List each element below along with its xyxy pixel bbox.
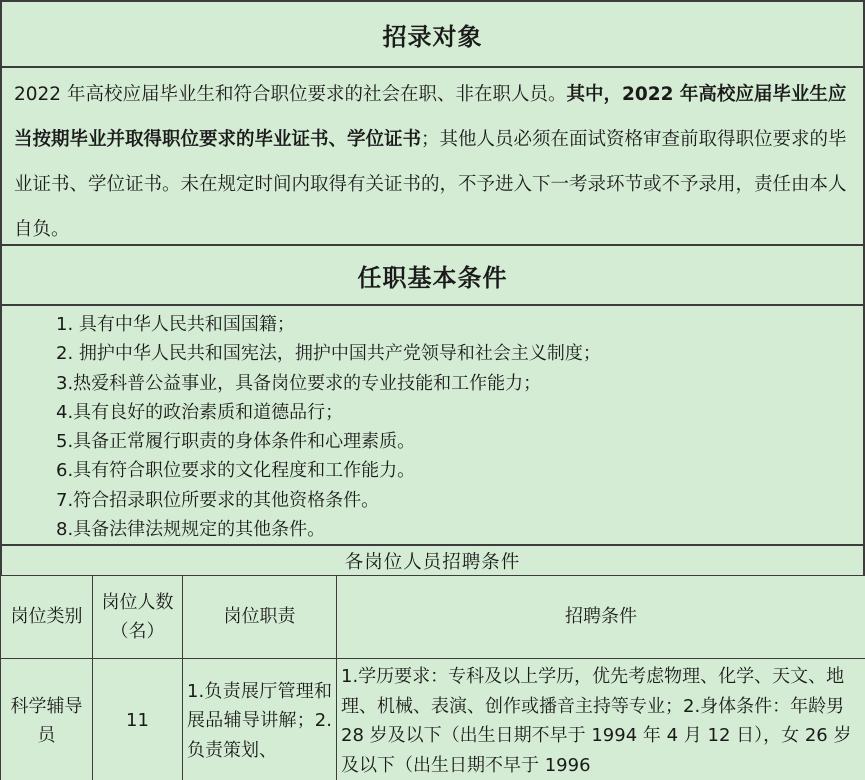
cell-count: 11 — [93, 659, 183, 780]
heading-text: 任职基本条件 — [357, 263, 508, 292]
table-header-row — [1, 576, 865, 659]
header-cell-category: 岗位类别 — [1, 576, 93, 659]
condition-item: 3.热爱科普公益事业，具备岗位要求的专业技能和工作能力； — [56, 372, 542, 394]
heading-text: 招录对象 — [382, 22, 483, 51]
condition-item: 7.符合招录职位所要求的其他资格条件。 — [56, 489, 380, 511]
condition-item: 4.具有良好的政治素质和道德品行； — [56, 401, 344, 423]
basic-conditions-list — [0, 304, 865, 546]
condition-item: 6.具有符合职位要求的文化程度和工作能力。 — [56, 460, 416, 482]
condition-item: 5.具备正常履行职责的身体条件和心理素质。 — [56, 431, 416, 453]
paragraph-bold-text: 其中，2022 年高校应届毕业生应当按期毕业并取得职位要求的毕业证书、学位证书 — [14, 84, 847, 150]
condition-item: 2. 拥护中华人民共和国宪法，拥护中国共产党领导和社会主义制度； — [56, 343, 601, 365]
subheading-text: 各岗位人员招聘条件 — [344, 551, 521, 573]
header-cell-count: 岗位人数（名） — [93, 576, 183, 659]
cell-requirements: 1.学历要求：专科及以上学历，优先考虑物理、化学、天文、地理、机械、表演、创作或播音主持等专业；2.身体条件：年龄男 28 岁及以下（出生日期不早于 1994 年 4 月 12 日），女 26 岁及以下（出生日期不早于 1996 — [337, 659, 865, 780]
table-row — [1, 659, 865, 780]
section-title-recruitment-targets — [0, 0, 865, 68]
cell-category: 科学辅导员 — [1, 659, 93, 780]
recruitment-targets-body — [0, 66, 865, 246]
condition-item: 1. 具有中华人民共和国国籍； — [56, 314, 295, 335]
cell-duties: 1.负责展厅管理和展品辅导讲解；2.负责策划、 — [183, 659, 337, 780]
section-title-position-requirements — [0, 544, 865, 577]
header-cell-requirements: 招聘条件 — [337, 576, 865, 659]
recruitment-targets-paragraph — [2, 68, 863, 252]
condition-item: 8.具备法律法规规定的其他条件。 — [56, 519, 326, 541]
paragraph-text: ；其他人员必须在面试资格审查前取得职位要求的毕业证书、学位证书。未在规定时间内取得有关证书的，不予进入下一考录环节或不予录用，责任由本人自负。 — [14, 129, 847, 240]
section-title-basic-conditions — [0, 244, 865, 306]
position-requirements-table — [0, 575, 865, 780]
header-cell-duties: 岗位职责 — [183, 576, 337, 659]
paragraph-text: 2022 年高校应届毕业生和符合职位要求的社会在职、非在职人员。 — [14, 84, 567, 105]
